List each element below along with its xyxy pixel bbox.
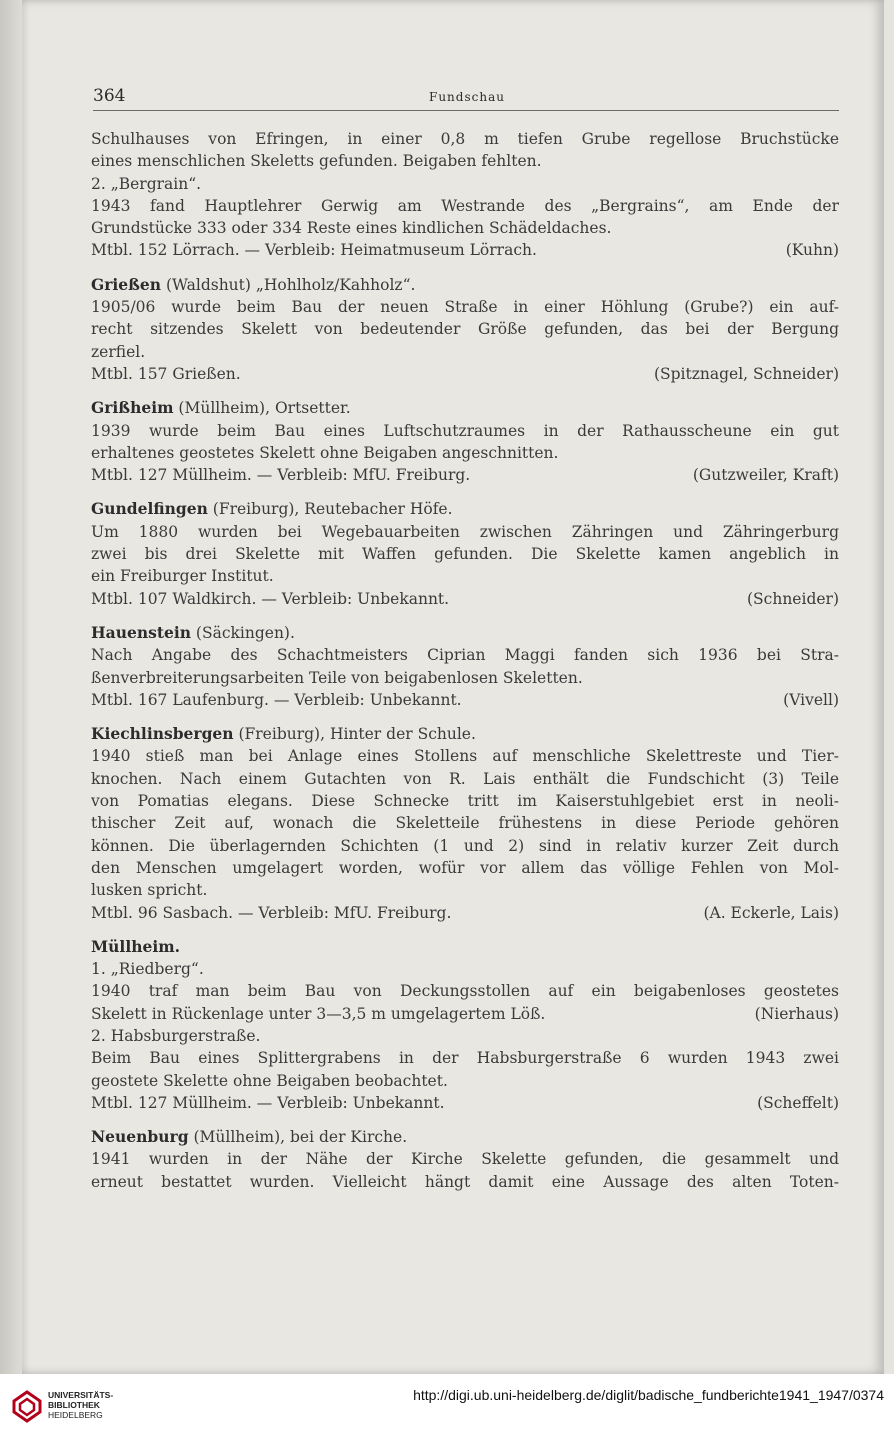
author-credit: (Kuhn): [785, 241, 839, 260]
library-name: [48, 1390, 113, 1420]
running-head: Fundschau: [429, 90, 505, 104]
library-name-line: UNIVERSITÄTS-: [48, 1390, 114, 1400]
text-line: ein Freiburger Institut.: [91, 567, 274, 586]
library-name-line: HEIDELBERG: [48, 1410, 103, 1420]
text-line-with-author: [91, 902, 839, 924]
university-library-logo-icon: [12, 1390, 42, 1424]
text-line: Um 1880 wurden bei Wegebauarbeiten zwischen Zähringen und Zähringerburg: [91, 522, 839, 541]
paragraph-gap: [91, 924, 839, 936]
entry-heading: [91, 274, 839, 296]
author-credit: (Vivell): [783, 690, 839, 709]
page-number: 364: [93, 86, 126, 106]
line-text: Mtbl. 96 Sasbach. — Verbleib: MfU. Freiburg.: [91, 903, 452, 922]
place-name: Hauenstein: [91, 622, 191, 642]
author-credit: (Schneider): [747, 589, 839, 608]
paragraph-gap: [91, 610, 839, 622]
text-line: 2. „Bergrain“.: [91, 174, 202, 193]
line-text: Mtbl. 127 Müllheim. — Verbleib: MfU. Freiburg.: [91, 466, 471, 485]
text-line: 1905/06 wurde beim Bau der neuen Straße in einer Höhlung (Grube?) ein auf-: [91, 298, 839, 317]
author-credit: (Scheffelt): [757, 1093, 839, 1112]
paragraph-gap: [91, 486, 839, 498]
text-line: 1943 fand Hauptlehrer Gerwig am Westrande des „Bergrains“, am Ende der: [91, 196, 839, 215]
line-text: Mtbl. 152 Lörrach. — Verbleib: Heimatmuseum Lörrach.: [91, 241, 537, 260]
entry-heading: [91, 397, 839, 419]
text-line-with-author: [91, 239, 839, 261]
entry-heading: [91, 498, 839, 520]
text-line: erneut bestattet wurden. Vielleicht hängt damit eine Aussage des alten Toten-: [91, 1172, 839, 1191]
text-line: 1. „Riedberg“.: [91, 960, 204, 979]
header-rule: [93, 110, 839, 111]
entry-heading: [91, 1126, 839, 1148]
text-line: können. Die überlagernden Schichten (1 und 2) sind in relativ kurzer Zeit durch: [91, 836, 839, 855]
heading-detail: (Müllheim), bei der Kirche.: [188, 1128, 408, 1147]
page-text-body: [91, 128, 839, 1193]
line-text: Mtbl. 107 Waldkirch. — Verbleib: Unbekannt.: [91, 589, 450, 608]
text-line: zwei bis drei Skelette mit Waffen gefunden. Die Skelette kamen angeblich in: [91, 545, 839, 564]
page-header: [93, 86, 839, 112]
text-line: 2. Habsburgerstraße.: [91, 1026, 261, 1045]
line-text: Mtbl. 167 Laufenburg. — Verbleib: Unbekannt.: [91, 690, 462, 709]
text-line-with-author: [91, 464, 839, 486]
place-name: Grießen: [91, 274, 162, 294]
heading-detail: (Säckingen).: [191, 623, 295, 642]
entry-heading: [91, 622, 839, 644]
viewer-footer: [0, 1374, 894, 1439]
text-line: zerfiel.: [91, 342, 146, 361]
paragraph-gap: [91, 385, 839, 397]
page-edge-shadow: [0, 0, 22, 1374]
place-name: Neuenburg: [91, 1127, 189, 1147]
text-line-with-author: [91, 1003, 839, 1025]
entry-heading: [91, 936, 839, 958]
text-line: Beim Bau eines Splittergrabens in der Habsburgerstraße 6 wurden 1943 zwei: [91, 1049, 839, 1068]
text-line: 1941 wurden in der Nähe der Kirche Skelette gefunden, die gesammelt und: [91, 1150, 839, 1169]
paragraph-gap: [91, 1114, 839, 1126]
text-line: 1939 wurde beim Bau eines Luftschutzraumes in der Rathausscheune ein gut: [91, 421, 839, 440]
place-name: Müllheim.: [91, 936, 181, 956]
source-url[interactable]: http://digi.ub.uni-heidelberg.de/diglit/badische_fundberichte1941_1947/0374: [413, 1387, 884, 1403]
author-credit: (Nierhaus): [754, 1004, 839, 1023]
heading-detail: (Freiburg), Hinter der Schule.: [233, 725, 476, 744]
text-line: Schulhauses von Efringen, in einer 0,8 m tiefen Grube regellose Bruchstücke: [91, 130, 839, 148]
place-name: Kiechlinsbergen: [91, 724, 234, 744]
text-line-with-author: [91, 588, 839, 610]
author-credit: (A. Eckerle, Lais): [703, 903, 839, 922]
paragraph-gap: [91, 711, 839, 723]
author-credit: (Spitznagel, Schneider): [653, 364, 839, 383]
line-text: Mtbl. 157 Grießen.: [91, 364, 241, 383]
heading-detail: (Waldshut) „Hohlholz/Kahholz“.: [161, 275, 416, 294]
text-line: erhaltenes geostetes Skelett ohne Beigaben angeschnitten.: [91, 443, 559, 462]
heading-detail: (Freiburg), Reutebacher Höfe.: [207, 500, 453, 519]
heading-detail: (Müllheim), Ortsetter.: [173, 399, 351, 418]
text-line: ßenverbreiterungsarbeiten Teile von beigabenlosen Skeletten.: [91, 668, 583, 687]
text-line: Nach Angabe des Schachtmeisters Ciprian Maggi fanden sich 1936 bei Stra-: [91, 646, 839, 665]
author-credit: (Gutzweiler, Kraft): [692, 466, 839, 485]
text-line: den Menschen umgelagert worden, wofür vor allem das völlige Fehlen von Mol-: [91, 858, 839, 877]
library-name-line: BIBLIOTHEK: [48, 1400, 100, 1410]
text-line: geostete Skelette ohne Beigaben beobachtet.: [91, 1071, 448, 1090]
place-name: Grißheim: [91, 398, 174, 418]
place-name: Gundelfingen: [91, 499, 208, 519]
line-text: Skelett in Rückenlage unter 3—3,5 m umgelagertem Löß.: [91, 1004, 546, 1023]
text-line: recht sitzendes Skelett von bedeutender Größe gefunden, das bei der Bergung: [91, 320, 839, 339]
text-line: von Pomatias elegans. Diese Schnecke tritt im Kaiserstuhlgebiet erst in neoli-: [91, 792, 839, 811]
text-line: 1940 traf man beim Bau von Deckungsstollen auf ein beigabenloses geostetes: [91, 982, 839, 1001]
text-line: 1940 stieß man bei Anlage eines Stollens auf menschliche Skelettreste und Tier-: [91, 747, 839, 766]
text-line-with-author: [91, 689, 839, 711]
paragraph-gap: [91, 262, 839, 274]
text-line: Grundstücke 333 oder 334 Reste eines kindlichen Schädeldaches.: [91, 219, 612, 238]
entry-heading: [91, 723, 839, 745]
text-line-with-author: [91, 363, 839, 385]
text-line: lusken spricht.: [91, 881, 208, 900]
text-line-with-author: [91, 1092, 839, 1114]
text-line: knochen. Nach einem Gutachten von R. Lais enthält die Fundschicht (3) Teile: [91, 769, 839, 788]
line-text: Mtbl. 127 Müllheim. — Verbleib: Unbekannt.: [91, 1093, 445, 1112]
text-line: eines menschlichen Skeletts gefunden. Beigaben fehlten.: [91, 152, 542, 171]
text-line: thischer Zeit auf, wonach die Skeletteile frühestens in diese Periode gehören: [91, 814, 839, 833]
